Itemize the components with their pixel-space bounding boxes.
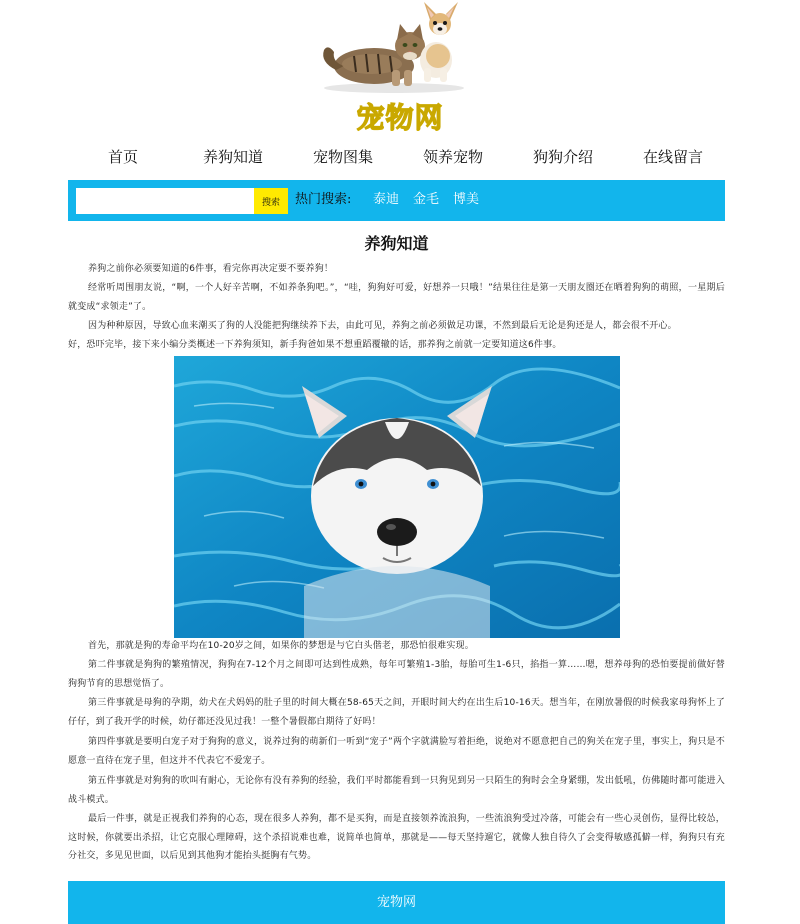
- article-paragraph: 最后一件事，就是正视我们养狗的心态，现在很多人养狗，都不是买狗，而是直接领养流浪狗，一些流浪狗受过冷落，可能会有一些心灵创伤，显得比较怂，这时候，你就要出杀招，让它克服心理障碍，这个杀招说难也难，说简单也简单，那就是——每天坚持遛它，就像人独自待久了会变得敏感孤僻一样，狗狗只有充分社交，多见见世面，以后见到其他狗才能抬头挺胸有气势。: [68, 814, 725, 861]
- article-paragraph: 第三件事就是母狗的孕期，幼犬在犬妈妈的肚子里的时间大概在58-65天之间，开眼时间大约在出生后10-16天。想当年，在刚放暑假的时候我家母狗怀上了仔仔，到了我开学的时候，幼仔都还没见过我！一整个暑假都白期待了好吗！: [68, 698, 725, 727]
- hot-search-label: 热门搜索:: [295, 192, 352, 207]
- article-paragraph: 第四件事就是要明白宠子对于狗狗的意义，说养过狗的萌新们一听到“宠子”两个字就满脸写着拒绝，说绝对不愿意把自己的狗关在宠子里，事实上，狗只是不愿意一直待在宠子里，但这并不代表它不爱宠子。: [68, 737, 725, 766]
- nav-online-message[interactable]: 在线留言: [642, 148, 703, 166]
- husky-photo-graphic: [174, 356, 620, 638]
- husky-swimming-photo: [174, 356, 620, 638]
- hot-search-links: [373, 190, 479, 210]
- footer-text: 宠物网: [376, 895, 416, 910]
- article-paragraph: 好，恐吓完毕，接下来小编分类概述一下养狗须知，新手狗爸如果不想重蹈覆辙的话，那养狗之前就一定要知道这6件事。: [68, 340, 562, 350]
- footer: [68, 881, 725, 924]
- article-paragraph: 经常听周围朋友说，“啊，一个人好辛苦啊，不如养条狗吧。”，“哇，狗狗好可爱，好想养一只哦！”结果往往是第一天朋友圈还在晒着狗狗的萌照，一星期后就变成“求领走”了。: [68, 283, 725, 312]
- article-paragraph: 首先，那就是狗的寿命平均在10-20岁之间，如果你的梦想是与它白头偕老，那恐怕很难实现。: [88, 641, 474, 651]
- cat-and-dog-image: [314, 0, 484, 96]
- article-paragraph: 养狗之前你必须要知道的6件事，看完你再决定要不要养狗！: [88, 264, 334, 274]
- nav-pet-gallery[interactable]: 宠物图集: [312, 148, 373, 166]
- search-bar: [68, 180, 725, 221]
- nav-dog-knowledge[interactable]: 养狗知道: [202, 148, 263, 166]
- search-input[interactable]: [76, 188, 254, 214]
- site-logo-text[interactable]: 宠物网: [356, 101, 444, 134]
- search-button[interactable]: 搜索: [254, 188, 288, 214]
- article-paragraph: 第五件事就是对狗狗的吹叫有耐心，无论你有没有养狗的经验，我们平时都能看到一只狗见到另一只陌生的狗时会全身紧绷，发出低吼，仿佛随时都可能进入战斗模式。: [68, 776, 725, 805]
- main-nav: [68, 144, 728, 172]
- article-paragraph: 第二件事就是狗狗的繁殖情况，狗狗在7-12个月之间即可达到性成熟，每年可繁殖1-3胎，每胎可生1-6只，掐指一算……嗯，想养母狗的恐怕要提前做好替狗狗节育的思想觉悟了。: [68, 660, 725, 689]
- nav-adopt-pet[interactable]: 领养宠物: [422, 148, 483, 166]
- nav-home[interactable]: 首页: [107, 148, 138, 166]
- hot-search-link[interactable]: 博美: [453, 192, 480, 207]
- nav-dog-intro[interactable]: 狗狗介绍: [532, 148, 593, 166]
- article-paragraph: 因为种种原因，导致心血来潮买了狗的人没能把狗继续养下去，由此可见，养狗之前必须做足功课，不然到最后无论是狗还是人，都会很不开心。: [88, 321, 677, 331]
- header: [0, 0, 800, 140]
- article-title: 养狗知道: [364, 234, 429, 253]
- hot-search-link[interactable]: 泰迪: [373, 192, 400, 207]
- hot-search-link[interactable]: 金毛: [413, 192, 440, 207]
